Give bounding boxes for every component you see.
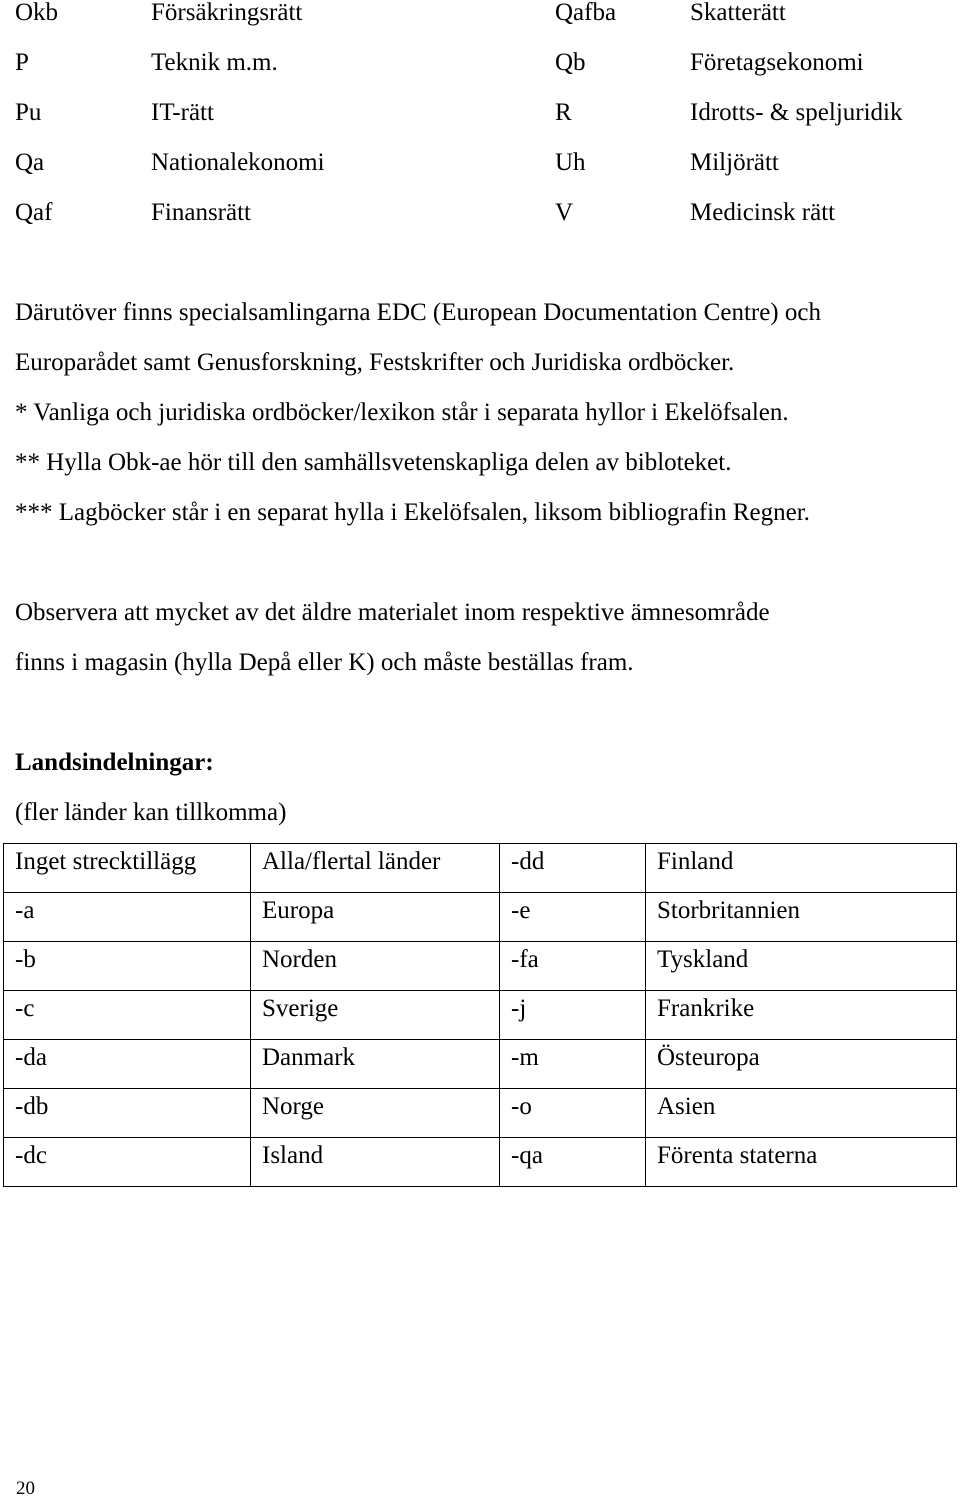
subject-code: V (555, 199, 574, 226)
table-cell: Danmark (251, 1040, 500, 1089)
subject-name: Miljörätt (690, 149, 779, 176)
table-cell: -db (4, 1089, 251, 1138)
subject-name: Försäkringsrätt (151, 0, 303, 26)
table-cell: Norge (251, 1089, 500, 1138)
table-cell: -qa (500, 1138, 646, 1187)
subject-name: Medicinsk rätt (690, 199, 836, 226)
section-subheading: (fler länder kan tillkomma) (15, 799, 287, 826)
table-row (4, 844, 957, 893)
page-number: 20 (16, 1478, 35, 1499)
table-cell: Östeuropa (646, 1040, 957, 1089)
table-cell: -c (4, 991, 251, 1040)
footnote-line: ** Hylla Obk-ae hör till den samhällsvetenskapliga delen av bibloteket. (15, 449, 732, 476)
subject-name: Teknik m.m. (151, 49, 278, 76)
subject-name: Finansrätt (151, 199, 251, 226)
table-cell: -a (4, 893, 251, 942)
subject-row (15, 38, 945, 88)
table-cell: Frankrike (646, 991, 957, 1040)
subject-code: Uh (555, 149, 586, 176)
table-cell: Storbritannien (646, 893, 957, 942)
subject-code: R (555, 99, 572, 126)
table-row (4, 1040, 957, 1089)
table-cell: Finland (646, 844, 957, 893)
subject-code: Qafba (555, 0, 617, 26)
subject-name: Nationalekonomi (151, 149, 325, 176)
storage-note-paragraph (15, 588, 955, 688)
table-cell: -da (4, 1040, 251, 1089)
table-cell: -dd (500, 844, 646, 893)
table-cell: -o (500, 1089, 646, 1138)
table-cell: -m (500, 1040, 646, 1089)
table-row (4, 893, 957, 942)
subject-code: Okb (15, 0, 59, 26)
country-division-table (3, 843, 957, 1187)
footnote-line: *** Lagböcker står i en separat hylla i Ekelöfsalen, liksom bibliografin Regner. (15, 499, 810, 526)
special-collections-paragraph (15, 288, 955, 538)
table-cell: -e (500, 893, 646, 942)
subject-code: Qaf (15, 199, 53, 226)
footnote-line: * Vanliga och juridiska ordböcker/lexikon står i separata hyllor i Ekelöfsalen. (15, 399, 789, 426)
subject-row (15, 188, 945, 238)
subject-name: Företagsekonomi (690, 49, 864, 76)
table-row (4, 1089, 957, 1138)
table-cell: Tyskland (646, 942, 957, 991)
table-cell: -j (500, 991, 646, 1040)
subject-code: Pu (15, 99, 42, 126)
table-cell: Sverige (251, 991, 500, 1040)
table-cell: Alla/flertal länder (251, 844, 500, 893)
paragraph-line: Därutöver finns specialsamlingarna EDC (European Documentation Centre) och (15, 299, 821, 326)
subject-code: Qb (555, 49, 586, 76)
table-cell: Inget strecktillägg (4, 844, 251, 893)
subject-code: P (15, 49, 29, 76)
subject-name: Idrotts- & speljuridik (690, 99, 903, 126)
subject-name: IT-rätt (151, 99, 214, 126)
subject-name: Skatterätt (690, 0, 786, 26)
section-heading: Landsindelningar: (15, 749, 214, 776)
table-cell: Asien (646, 1089, 957, 1138)
table-row (4, 1138, 957, 1187)
table-cell: -fa (500, 942, 646, 991)
subject-row (15, 138, 945, 188)
table-cell: Island (251, 1138, 500, 1187)
table-cell: Förenta staterna (646, 1138, 957, 1187)
subject-row (15, 88, 945, 138)
table-cell: Norden (251, 942, 500, 991)
subject-code: Qa (15, 149, 45, 176)
subject-code-list (15, 0, 945, 238)
subject-row (15, 0, 945, 38)
table-cell: -dc (4, 1138, 251, 1187)
table-row (4, 991, 957, 1040)
table-cell: -b (4, 942, 251, 991)
table-cell: Europa (251, 893, 500, 942)
paragraph-line: Europarådet samt Genusforskning, Festskrifter och Juridiska ordböcker. (15, 349, 735, 376)
table-row (4, 942, 957, 991)
paragraph-line: finns i magasin (hylla Depå eller K) och måste beställas fram. (15, 649, 634, 676)
paragraph-line: Observera att mycket av det äldre materialet inom respektive ämnesområde (15, 599, 770, 626)
